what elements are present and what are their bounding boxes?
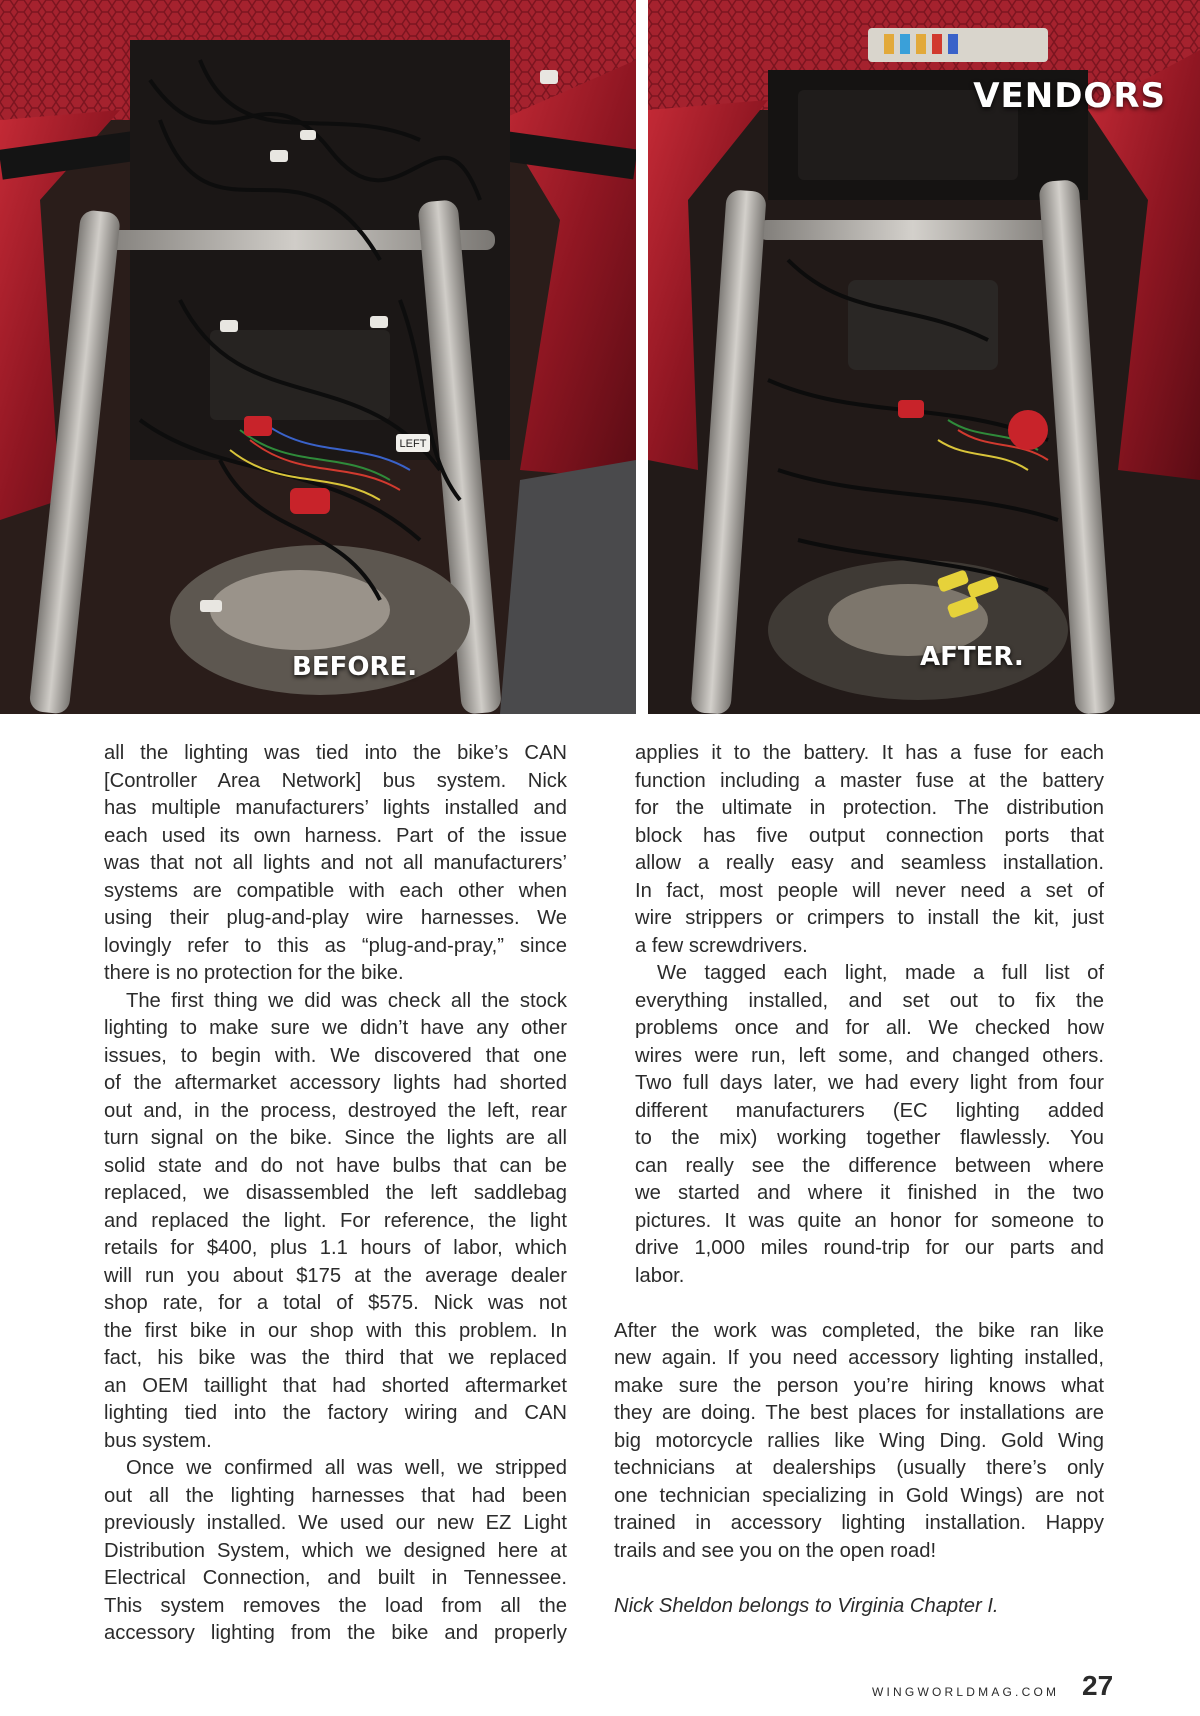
text-line: issues, to begin with. We discovered that one <box>104 1044 567 1067</box>
text-line: Distribution System, which we designed here at <box>104 1539 567 1562</box>
text-line: previously installed. We used our new EZ Light <box>104 1512 567 1534</box>
before-caption: BEFORE. <box>292 652 418 682</box>
text-line: turn signal on the bike. Since the lights are all <box>104 1127 567 1149</box>
text-line: and replaced the light. For reference, the light <box>104 1209 567 1232</box>
text-line: drive 1,000 miles round-trip for our parts and <box>635 1237 1104 1259</box>
text-line: there is no protection for the bike. <box>104 962 404 984</box>
paragraph <box>104 740 567 988</box>
text-line: labor. <box>635 1264 685 1287</box>
text-line: solid state and do not have bulbs that can be <box>104 1154 567 1177</box>
text-line: bus system. <box>104 1429 212 1452</box>
text-line: function including a master fuse at the battery <box>635 769 1104 792</box>
text-line: lighting to make sure we didn’t have any other <box>104 1017 567 1039</box>
text-line: trained in accessory lighting installation. Happy <box>614 1512 1104 1534</box>
text-line: the first bike in our shop with this problem. In <box>104 1319 567 1342</box>
text-line: retails for $400, plus 1.1 hours of labor, which <box>104 1237 567 1259</box>
text-line: pictures. It was quite an honor for someone to <box>635 1209 1104 1232</box>
text-line: replaced, we disassembled the left saddlebag <box>104 1182 567 1204</box>
text-line: In fact, most people will never need a set of <box>635 879 1104 902</box>
text-line: lovingly refer to this as “plug-and-pray,” since <box>104 934 567 957</box>
text-line: all the lighting was tied into the bike’s CAN <box>104 742 567 764</box>
text-line: fact, his bike was the third that we replaced <box>104 1347 567 1369</box>
before-photo <box>0 0 636 714</box>
page-number: 27 <box>1082 1670 1114 1701</box>
text-line: one technician specializing in Gold Wings) are not <box>614 1484 1104 1507</box>
text-line: problems once and for all. We checked how <box>635 1017 1104 1039</box>
paragraph-gap <box>614 1565 1104 1593</box>
text-line: was that not all lights and not all manufacturers’ <box>104 852 567 874</box>
text-line: out and, in the process, destroyed the left, rear <box>104 1099 567 1122</box>
text-line: applies it to the battery. It has a fuse for each <box>635 742 1104 764</box>
paragraph <box>635 740 1104 960</box>
text-line: lighting tied into the factory wiring and CAN <box>104 1402 567 1424</box>
text-line: allow a really easy and seamless installation. <box>635 852 1104 874</box>
text-line: Two full days later, we had every light from four <box>635 1072 1104 1094</box>
text-line: [Controller Area Network] bus system. Nick <box>104 769 567 792</box>
text-line: make sure the person you’re hiring knows what <box>614 1374 1104 1397</box>
text-line: We tagged each light, made a full list of <box>657 962 1104 984</box>
text-line: big motorcycle rallies like Wing Ding. Gold Wing <box>614 1429 1104 1452</box>
text-line: This system removes the load from all the <box>104 1594 567 1617</box>
text-line: wire strippers or crimpers to install the kit, just <box>635 907 1104 929</box>
left-tag-text: LEFT <box>399 438 427 450</box>
text-line: to the mix) working together flawlessly. You <box>635 1127 1104 1149</box>
text-line: they are doing. The best places for installations are <box>614 1402 1104 1424</box>
text-line: accessory lighting from the bike and properly <box>104 1622 567 1644</box>
right-column <box>614 740 1104 1620</box>
closing-paragraph <box>614 1318 1104 1566</box>
text-line: using their plug-and-play wire harnesses. We <box>104 907 567 929</box>
text-line: wires were run, left some, and changed others. <box>635 1044 1104 1067</box>
text-line: technicians at dealerships (usually there’s only <box>614 1457 1104 1479</box>
author-byline: Nick Sheldon belongs to Virginia Chapter I. <box>614 1594 999 1617</box>
paragraph <box>104 988 567 1456</box>
right-block <box>614 740 1104 1290</box>
text-line: Electrical Connection, and built in Tennessee. <box>104 1567 567 1589</box>
text-line: After the work was completed, the bike ran like <box>614 1319 1104 1342</box>
text-line: Once we confirmed all was well, we stripped <box>126 1457 567 1479</box>
text-line: can really see the difference between where <box>635 1154 1104 1177</box>
text-line: shop rate, for a total of $575. Nick was not <box>104 1292 567 1314</box>
text-line: has multiple manufacturers’ lights installed and <box>104 797 567 819</box>
text-line: everything installed, and set out to fix the <box>635 989 1104 1012</box>
text-line: block has five output connection ports that <box>635 824 1104 847</box>
text-line: for the ultimate in protection. The distribution <box>635 797 1104 819</box>
text-line: we started and where it finished in the two <box>635 1182 1104 1204</box>
text-line: a few screwdrivers. <box>635 934 808 957</box>
section-label: VENDORS <box>973 76 1166 116</box>
text-line: each used its own harness. Part of the issue <box>104 824 567 847</box>
text-line: different manufacturers (EC lighting added <box>635 1099 1104 1122</box>
left-column <box>104 740 567 1648</box>
text-line: The first thing we did was check all the stock <box>126 989 567 1012</box>
paragraph-gap <box>614 1290 1104 1318</box>
text-line: will run you about $175 at the average dealer <box>104 1264 567 1287</box>
paragraph <box>104 1455 567 1648</box>
text-line: trails and see you on the open road! <box>614 1539 937 1562</box>
text-line: an OEM taillight that had shorted aftermarket <box>104 1374 567 1397</box>
footer-website: WINGWORLDMAG.COM <box>872 1685 1060 1699</box>
before-photo-illustration <box>0 0 636 714</box>
text-line: out all the lighting harnesses that had been <box>104 1484 567 1507</box>
after-caption: AFTER. <box>920 642 1024 672</box>
text-line: new again. If you need accessory lighting installed, <box>614 1347 1104 1369</box>
text-line: of the aftermarket accessory lights had shorted <box>104 1072 567 1094</box>
paragraph <box>635 960 1104 1290</box>
after-photo <box>648 0 1200 714</box>
text-line: systems are compatible with each other when <box>104 879 567 902</box>
